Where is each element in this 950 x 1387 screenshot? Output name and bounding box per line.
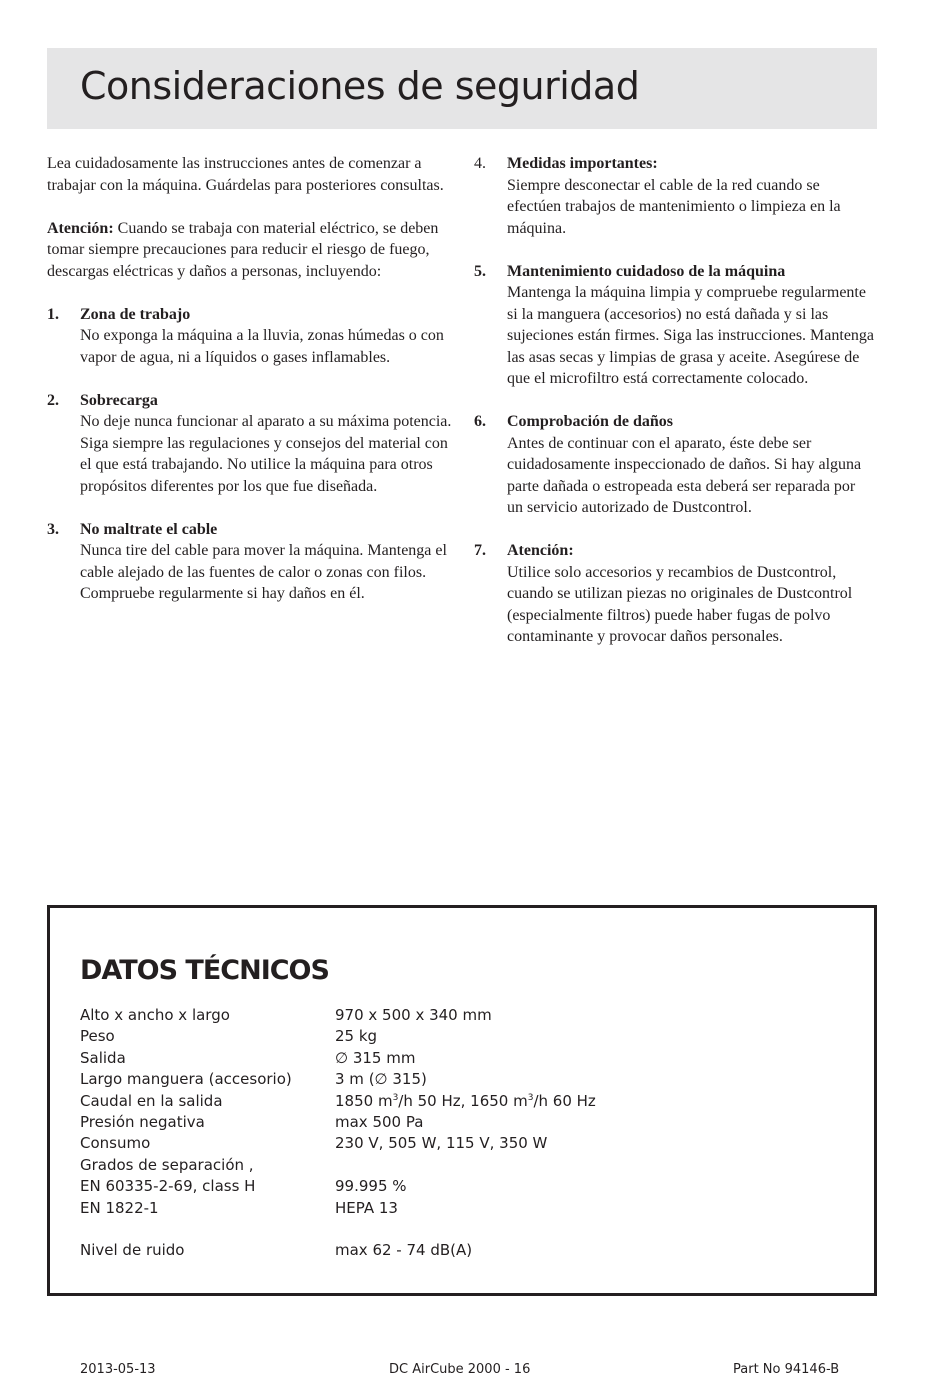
title-band xyxy=(47,48,877,129)
flow-value-part: 1850 m xyxy=(335,1091,393,1110)
spec-label: Nivel de ruido xyxy=(80,1241,185,1260)
item-body: No exponga la máquina a la lluvia, zonas húmedas o con vapor de agua, ni a líquidos o gases inflamables. xyxy=(80,327,444,366)
spec-value: HEPA 13 xyxy=(335,1198,398,1217)
technical-data-box xyxy=(47,905,877,1296)
item-title: No maltrate el cable xyxy=(80,520,218,538)
safety-item-6 xyxy=(474,411,874,519)
attention-label: Atención: xyxy=(47,219,114,237)
item-number: 1. xyxy=(47,305,59,323)
spec-row xyxy=(80,1133,815,1154)
spec-row xyxy=(80,1069,815,1090)
spec-row xyxy=(80,1048,815,1069)
spec-value: 25 kg xyxy=(335,1027,378,1046)
spec-row xyxy=(80,1026,815,1047)
left-column xyxy=(47,153,452,626)
footer-page-label: DC AirCube 2000 - 16 xyxy=(389,1362,531,1377)
spec-row xyxy=(80,1198,815,1219)
safety-item-2 xyxy=(47,390,452,498)
spec-value: 3 m (∅ 315) xyxy=(335,1070,427,1089)
item-body: Utilice solo accesorios y recambios de Dustcontrol, cuando se utilizan piezas no originales de Dustcontrol (especialmente filtros) puede haber fugas de polvo contaminante y provocar daños personales. xyxy=(507,563,853,645)
item-title: Atención: xyxy=(507,542,574,559)
item-body: No deje nunca funcionar al aparato a su máxima potencia. Siga siempre las regulaciones y consejos del material con el que está trabajando. No utilice la máquina para otros propósitos diferentes por los que fue diseñada. xyxy=(80,413,452,495)
spec-row xyxy=(80,1091,815,1112)
item-number: 7. xyxy=(474,542,486,559)
technical-data-title: DATOS TÉCNICOS xyxy=(80,955,329,986)
item-body: Nunca tire del cable para mover la máquina. Mantenga el cable alejado de las fuentes de calor o zonas con filos. Compruebe regularmente si hay daños en él. xyxy=(80,542,447,602)
spec-value: max 500 Pa xyxy=(335,1112,424,1131)
spec-label: Grados de separación , xyxy=(80,1155,254,1174)
safety-item-3 xyxy=(47,519,452,605)
safety-item-5 xyxy=(474,261,874,390)
spec-label: EN 60335-2-69, class H xyxy=(80,1177,256,1196)
spec-label: EN 1822-1 xyxy=(80,1198,159,1217)
item-body: Siempre desconectar el cable de la red cuando se efectúen trabajos de mantenimiento o limpieza en la máquina. xyxy=(507,176,841,237)
spec-label: Caudal en la salida xyxy=(80,1091,223,1110)
item-number: 6. xyxy=(474,413,486,430)
spec-label: Salida xyxy=(80,1048,126,1067)
superscript: 3 xyxy=(392,1092,399,1103)
superscript: 3 xyxy=(527,1092,534,1103)
item-body: Antes de continuar con el aparato, éste debe ser cuidadosamente inspeccionado de daños. Si hay alguna parte dañada o estropeada esta deberá ser reparada por un servicio autorizado de Dustcontrol. xyxy=(507,434,862,516)
item-number: 2. xyxy=(47,391,59,409)
footer-date: 2013-05-13 xyxy=(80,1362,156,1377)
safety-item-4 xyxy=(474,153,874,239)
spec-label: Peso xyxy=(80,1027,115,1046)
spec-value: ∅ 315 mm xyxy=(335,1048,416,1067)
spec-label: Consumo xyxy=(80,1134,151,1153)
item-number: 3. xyxy=(47,520,59,538)
item-number: 4. xyxy=(474,155,486,172)
page-title: Consideraciones de seguridad xyxy=(80,64,640,108)
spec-value xyxy=(335,1091,815,1112)
spec-spacer xyxy=(80,1219,815,1240)
spec-row xyxy=(80,1240,815,1261)
intro-paragraph: Lea cuidadosamente las instrucciones antes de comenzar a trabajar con la máquina. Guárdelas para posteriores consultas. xyxy=(47,155,444,194)
spec-value xyxy=(335,1155,815,1176)
item-title: Comprobación de daños xyxy=(507,413,673,430)
spec-label: Presión negativa xyxy=(80,1112,205,1131)
attention-paragraph xyxy=(47,218,452,283)
item-title: Zona de trabajo xyxy=(80,305,191,323)
safety-item-1 xyxy=(47,304,452,369)
flow-value-part: /h 60 Hz xyxy=(533,1091,596,1110)
spec-row xyxy=(80,1005,815,1026)
item-body: Mantenga la máquina limpia y compruebe regularmente si la manguera (accesorios) no está dañada y si las sujeciones están firmes. Siga las instrucciones. Mantenga las asas secas y limpias de grasa y aceite. Asegúrese de que el microfiltro está correctamente colocado. xyxy=(507,284,875,387)
spec-row xyxy=(80,1112,815,1133)
spec-table xyxy=(80,1005,815,1262)
footer-part-number: Part No 94146-B xyxy=(733,1362,840,1377)
item-number: 5. xyxy=(474,262,486,280)
item-title: Mantenimiento cuidadoso de la máquina xyxy=(507,262,786,280)
spec-value: 99.995 % xyxy=(335,1177,407,1196)
item-title: Medidas importantes: xyxy=(507,155,658,172)
safety-item-7 xyxy=(474,540,874,648)
spec-row xyxy=(80,1176,815,1197)
spec-row xyxy=(80,1155,815,1176)
spec-label: Largo manguera (accesorio) xyxy=(80,1070,292,1089)
right-column xyxy=(474,153,874,669)
spec-label: Alto x ancho x largo xyxy=(80,1006,230,1024)
flow-value-part: /h 50 Hz, 1650 m xyxy=(398,1091,528,1110)
attention-text: Cuando se trabaja con material eléctrico, se deben tomar siempre precauciones para reducir el riesgo de fuego, descargas eléctricas y daños a personas, incluyendo: xyxy=(47,219,439,280)
item-title: Sobrecarga xyxy=(80,391,158,409)
spec-value: 230 V, 505 W, 115 V, 350 W xyxy=(335,1134,548,1153)
spec-value: 970 x 500 x 340 mm xyxy=(335,1006,492,1024)
spec-value: max 62 - 74 dB(A) xyxy=(335,1241,473,1260)
